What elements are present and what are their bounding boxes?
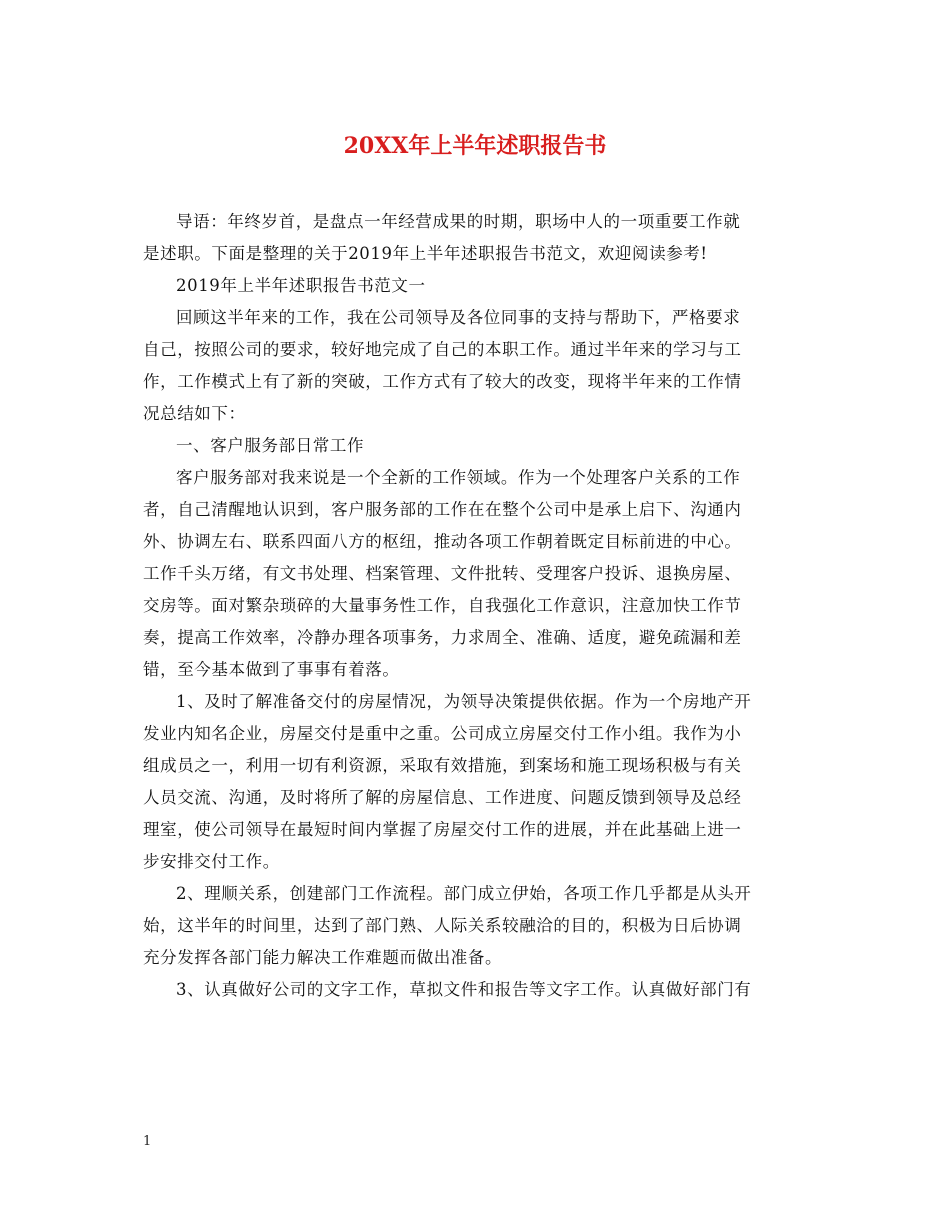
paragraph-line: 回顾这半年来的工作，我在公司领导及各位同事的支持与帮助下，严格要求 [176,308,741,327]
paragraph-line: 一、客户服务部日常工作 [176,436,365,455]
paragraph-line: 者，自己清醒地认识到，客户服务部的工作在在整个公司中是承上启下、沟通内 [143,500,742,519]
paragraph [143,686,811,878]
paragraph-line: 错，至今基本做到了事事有着落。 [143,660,400,679]
paragraph-line: 2019年上半年述职报告书范文一 [176,276,426,295]
paragraph-line: 3、认真做好公司的文字工作，草拟文件和报告等文字工作。认真做好部门有 [176,980,752,999]
paragraph-line: 导语：年终岁首，是盘点一年经营成果的时期，职场中人的一项重要工作就 [176,212,741,231]
paragraph [143,206,811,270]
paragraph-line: 组成员之一，利用一切有利资源，采取有效措施，到案场和施工现场积极与有关 [143,756,742,775]
document-title: 20XX年上半年述职报告书 [343,133,607,159]
paragraph [143,302,811,430]
paragraph-line: 1、及时了解准备交付的房屋情况，为领导决策提供依据。作为一个房地产开 [176,692,752,711]
paragraph [143,462,811,686]
paragraph-line: 客户服务部对我来说是一个全新的工作领域。作为一个处理客户关系的工作 [176,468,741,487]
paragraph-line: 作，工作模式上有了新的突破，工作方式有了较大的改变，现将半年来的工作情 [143,372,742,391]
paragraph-line: 始，这半年的时间里，达到了部门熟、人际关系较融洽的目的，积极为日后协调 [143,916,742,935]
paragraph-line: 况总结如下： [143,404,246,423]
paragraph-line: 充分发挥各部门能力解决工作难题而做出准备。 [143,948,503,967]
paragraph [143,878,811,974]
paragraph-line: 外、协调左右、联系四面八方的枢纽，推动各项工作朝着既定目标前进的中心。 [143,532,742,551]
paragraph-line: 理室，使公司领导在最短时间内掌握了房屋交付工作的进展，并在此基础上进一 [143,820,742,839]
paragraph-line: 发业内知名企业，房屋交付是重中之重。公司成立房屋交付工作小组。我作为小 [143,724,742,743]
paragraph-line: 2、理顺关系，创建部门工作流程。部门成立伊始，各项工作几乎都是从头开 [176,884,752,903]
paragraph-line: 人员交流、沟通，及时将所了解的房屋信息、工作进度、问题反馈到领导及总经 [143,788,742,807]
page-number: 1 [143,1134,152,1149]
paragraph [143,430,811,462]
paragraph-line: 步安排交付工作。 [143,852,280,871]
paragraph-line: 是述职。下面是整理的关于2019年上半年述职报告书范文，欢迎阅读参考! [143,244,708,263]
document-body [143,206,811,1006]
paragraph-line: 交房等。面对繁杂琐碎的大量事务性工作，自我强化工作意识，注意加快工作节 [143,596,742,615]
paragraph-line: 工作千头万绪，有文书处理、档案管理、文件批转、受理客户投诉、退换房屋、 [143,564,742,583]
paragraph [143,270,811,302]
paragraph-line: 自己，按照公司的要求，较好地完成了自己的本职工作。通过半年来的学习与工 [143,340,742,359]
paragraph [143,974,811,1006]
paragraph-line: 奏，提高工作效率，冷静办理各项事务，力求周全、准确、适度，避免疏漏和差 [143,628,742,647]
